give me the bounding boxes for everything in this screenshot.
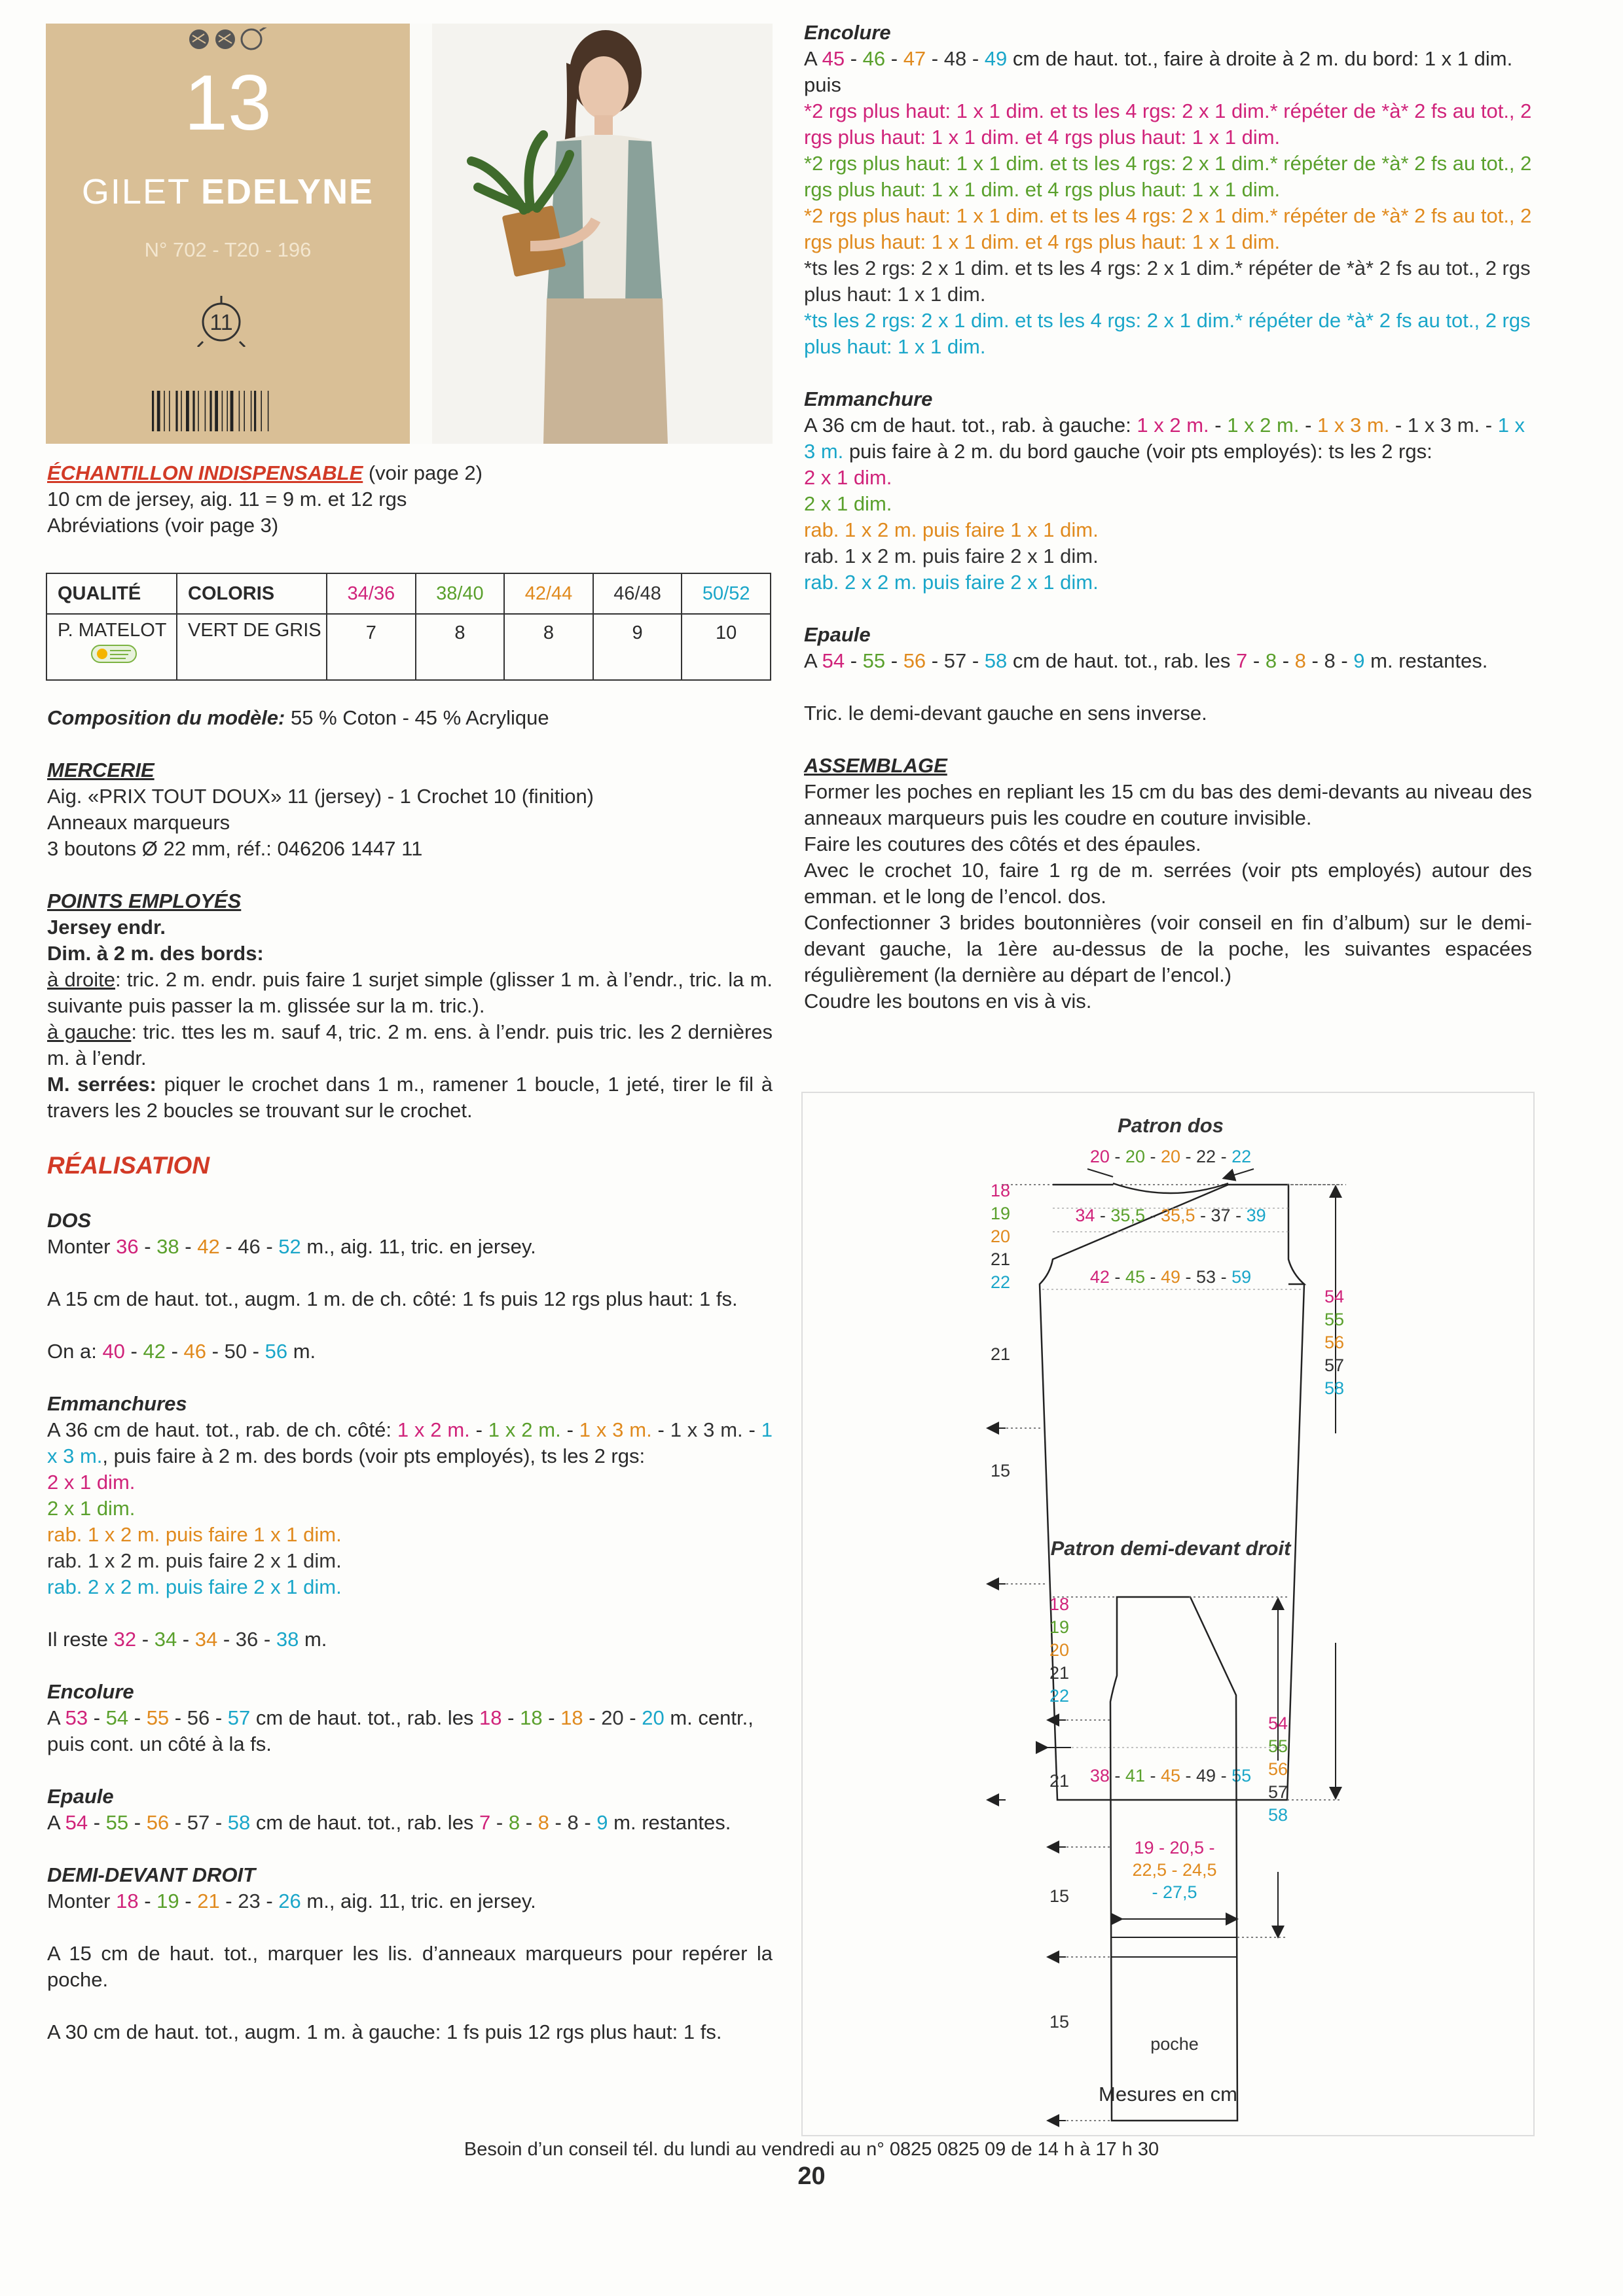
- size-value: 38: [156, 1235, 179, 1258]
- size-value: 18: [1049, 1594, 1070, 1614]
- text: m.: [299, 1628, 327, 1651]
- points-title: POINTS EMPLOYÉS: [47, 889, 242, 912]
- encolure-text: A 53 - 54 - 55 - 56 - 57 cm de haut. tot., rab. les 18 - 18 - 18 - 20 - 20 m. centr., puis cont. un côté à la fs.: [47, 1706, 754, 1755]
- devant-pocket-height: 15: [1049, 1886, 1070, 1906]
- size-value: 58: [227, 1811, 251, 1834]
- size-value: 22: [990, 1272, 1011, 1292]
- size-value: 55: [1324, 1310, 1345, 1329]
- table-cell-quality: [46, 614, 177, 680]
- size-value: 54: [1324, 1287, 1345, 1306]
- size-value: 20: [990, 1227, 1011, 1246]
- assemblage-step: Former les poches en repliant les 15 cm du bas des demi-devants au niveau des anneaux marqueurs puis les coudre en couture invisible.: [804, 780, 1532, 829]
- size-value: 8: [538, 1811, 549, 1834]
- size-line: *ts les 2 rgs: 2 x 1 dim. et ts les 4 rgs: 2 x 1 dim.* répéter de *à* 2 fs au tot., 2 rgs plus haut: 1 x 1 dim.: [804, 257, 1531, 306]
- table-header-cell: 46/48: [593, 573, 682, 614]
- size-value: 42: [143, 1340, 166, 1363]
- table-header-cell: 38/40: [416, 573, 505, 614]
- needle-size-label: 11: [210, 310, 233, 335]
- devant-epaule-section: [804, 622, 1532, 674]
- size-value: 8: [567, 1811, 579, 1834]
- composition: [47, 705, 773, 731]
- text: cm de haut. tot., faire à droite à 2 m. du bord: 1 x 1 dim. puis: [804, 47, 1513, 96]
- text: m. centr., puis cont. un côté à la fs.: [47, 1706, 754, 1755]
- gauche-label: à gauche: [47, 1020, 132, 1043]
- size-value: 19 - 20,5 -: [1134, 1838, 1215, 1857]
- size-value: 56: [903, 649, 926, 672]
- encolure-intro: A 45 - 46 - 47 - 48 - 49 cm de haut. tot., faire à droite à 2 m. du bord: 1 x 1 dim. puis: [804, 47, 1513, 96]
- size-value: 18: [990, 1181, 1011, 1200]
- size-value: 21: [1049, 1663, 1070, 1683]
- size-value: 45: [822, 47, 845, 70]
- dos-bottom-width: 38 - 41 - 45 - 49 - 55: [1089, 1766, 1252, 1785]
- size-value: 18: [116, 1890, 139, 1912]
- size-value: 20: [1160, 1147, 1181, 1166]
- size-value: 55: [862, 649, 886, 672]
- size-value: 56: [187, 1706, 210, 1729]
- dos-mid-height: 21: [990, 1344, 1011, 1364]
- size-value: 55: [1231, 1766, 1252, 1785]
- size-value: 21: [990, 1249, 1011, 1269]
- points-mailles-serrees: [47, 1071, 773, 1124]
- size-value: 26: [278, 1890, 301, 1912]
- size-value: 49: [984, 47, 1008, 70]
- echantillon-suffix: (voir page 2): [363, 461, 483, 484]
- ms-label: M. serrées:: [47, 1073, 156, 1096]
- yarn-balls-icon: [187, 27, 272, 51]
- size-value: 46: [238, 1235, 261, 1258]
- mercerie-section: [47, 757, 773, 862]
- text: puis faire à 2 m. du bord gauche (voir pts employés): ts les 2 rgs:: [843, 440, 1432, 463]
- table-row: [46, 614, 771, 680]
- assemblage-step: Coudre les boutons en vis à vis.: [804, 990, 1092, 1013]
- size-value: 54: [65, 1811, 88, 1834]
- size-line: rab. 2 x 2 m. puis faire 2 x 1 dim.: [804, 571, 1099, 594]
- size-line: *2 rgs plus haut: 1 x 1 dim. et ts les 4 rgs: 2 x 1 dim.* répéter de *à* 2 fs au tot., 2 rgs plus haut: 1 x 1 dim. et 4 rgs plus haut: 1 x 1 dim.: [804, 152, 1532, 201]
- size-value: 54: [822, 649, 845, 672]
- devant-width-line: [1134, 1838, 1214, 1857]
- assemblage-title: ASSEMBLAGE: [804, 754, 947, 777]
- size-value: 18: [520, 1706, 543, 1729]
- model-reference: N° 702 - T20 - 196: [144, 238, 312, 261]
- size-value: 42: [197, 1235, 220, 1258]
- size-value: 56: [1267, 1759, 1288, 1779]
- dos-epaule-section: [47, 1784, 773, 1836]
- size-value: 52: [278, 1235, 301, 1258]
- size-line: rab. 1 x 2 m. puis faire 1 x 1 dim.: [47, 1523, 342, 1546]
- left-column-body: [47, 705, 773, 2045]
- text: A 36 cm de haut. tot., rab. à gauche:: [804, 414, 1137, 437]
- points-jersey: Jersey endr.: [47, 916, 166, 939]
- size-value: 32: [113, 1628, 137, 1651]
- size-value: 1 x 2 m.: [1137, 414, 1209, 437]
- table-header-cell: 42/44: [504, 573, 593, 614]
- size-value: 47: [903, 47, 926, 70]
- size-value: 48: [943, 47, 967, 70]
- size-value: 41: [1125, 1766, 1145, 1785]
- size-line: *2 rgs plus haut: 1 x 1 dim. et ts les 4 rgs: 2 x 1 dim.* répéter de *à* 2 fs au tot., 2 rgs plus haut: 1 x 1 dim. et 4 rgs plus haut: 1 x 1 dim.: [804, 204, 1532, 253]
- table-cell: 8: [416, 614, 505, 680]
- barcode-icon: [151, 391, 301, 431]
- emmanchures-title: Emmanchures: [47, 1392, 187, 1415]
- realisation-title: RÉALISATION: [47, 1152, 210, 1179]
- left-column-top: [47, 460, 773, 539]
- size-value: 34: [194, 1628, 218, 1651]
- text: Monter: [47, 1235, 117, 1258]
- points-gauche: [47, 1019, 773, 1071]
- assemblage-step: Faire les coutures des côtés et des épaules.: [804, 833, 1201, 855]
- mercerie-line: Anneaux marqueurs: [47, 811, 230, 834]
- size-value: 53: [1196, 1267, 1216, 1287]
- size-value: 40: [102, 1340, 125, 1363]
- table-cell: 8: [504, 614, 593, 680]
- size-value: 58: [1324, 1378, 1345, 1398]
- size-value: 19: [1049, 1617, 1070, 1637]
- size-value: 49: [1196, 1766, 1216, 1785]
- size-value: 34: [1075, 1206, 1095, 1225]
- footer-note: Besoin d’un conseil tél. du lundi au vendredi au n° 0825 0825 09 de 14 h à 17 h 30: [464, 2139, 1159, 2160]
- text: m.: [287, 1340, 316, 1363]
- size-line: 2 x 1 dim.: [47, 1471, 136, 1494]
- text: m., aig. 11, tric. en jersey.: [301, 1890, 536, 1912]
- devant-diagram-title: Patron demi-devant droit: [1050, 1537, 1291, 1560]
- demi-monter: Monter 18 - 19 - 21 - 23 - 26 m., aig. 11, tric. en jersey.: [47, 1890, 536, 1912]
- text: On a:: [47, 1340, 103, 1363]
- size-value: 50: [224, 1340, 247, 1363]
- dos-title: DOS: [47, 1209, 92, 1232]
- text: m., aig. 11, tric. en jersey.: [301, 1235, 536, 1258]
- text: A: [47, 1706, 65, 1729]
- table-cell-color: VERT DE GRIS: [177, 614, 327, 680]
- size-value: 1 x 3 m.: [1317, 414, 1390, 437]
- size-value: 56: [146, 1811, 170, 1834]
- dos-section: [47, 1208, 773, 1365]
- size-value: 23: [238, 1890, 261, 1912]
- emmanchure-title: Emmanchure: [804, 387, 933, 410]
- size-value: 1 x 3 m.: [579, 1418, 652, 1441]
- size-value: 46: [183, 1340, 207, 1363]
- echantillon-title: ÉCHANTILLON INDISPENSABLE: [47, 461, 363, 484]
- size-value: 34: [154, 1628, 177, 1651]
- text: Il reste: [47, 1628, 114, 1651]
- size-value: 56: [264, 1340, 288, 1363]
- size-value: 1 x 3 m.: [1407, 414, 1480, 437]
- size-value: 49: [1160, 1267, 1181, 1287]
- sens-inverse-note: Tric. le demi-devant gauche en sens inverse.: [804, 702, 1207, 725]
- size-value: 57: [227, 1706, 251, 1729]
- page-number: 20: [797, 2162, 826, 2190]
- devant-emmanchure-section: [804, 386, 1532, 596]
- table-cell: 10: [682, 614, 771, 680]
- devant-mid-height: 21: [1049, 1771, 1070, 1791]
- text: A: [47, 1811, 65, 1834]
- mercerie-title: MERCERIE: [47, 759, 155, 781]
- size-value: 35,5: [1110, 1206, 1145, 1225]
- emmanchures-text: A 36 cm de haut. tot., rab. de ch. côté: 1 x 2 m. - 1 x 2 m. - 1 x 3 m. - 1 x 3 m. - 1 x 3 m., puis faire à 2 m. des bords (voir pts employés), ts les 2 rgs:: [47, 1418, 773, 1467]
- size-value: 1 x 3 m.: [670, 1418, 743, 1441]
- devant-pocket-fold-height: 15: [1049, 2012, 1070, 2032]
- size-value: - 27,5: [1152, 1882, 1197, 1902]
- size-value: 1 x 3 m.: [47, 1418, 773, 1467]
- size-line: *2 rgs plus haut: 1 x 1 dim. et ts les 4 rgs: 2 x 1 dim.* répéter de *à* 2 fs au tot., 2 rgs plus haut: 1 x 1 dim. et 4 rgs plus haut: 1 x 1 dim.: [804, 99, 1532, 149]
- eco-label-icon: [90, 641, 137, 665]
- size-value: 57: [1267, 1782, 1288, 1802]
- size-value: 8: [1324, 649, 1336, 672]
- droite-text: : tric. 2 m. endr. puis faire 1 surjet simple (glisser 1 m. à l’endr., tric. la m. suivante puis passer la m. glissée sur la m. tric.).: [47, 968, 773, 1017]
- table-cell: 7: [327, 614, 416, 680]
- right-column: [804, 20, 1532, 1014]
- size-value: 35,5: [1160, 1206, 1195, 1225]
- yarn-quantity-table: [46, 573, 771, 681]
- demi-augm: A 30 cm de haut. tot., augm. 1 m. à gauche: 1 fs puis 12 rgs plus haut: 1 fs.: [47, 2020, 722, 2043]
- epaule-title: Epaule: [804, 623, 871, 646]
- assemblage-step: Avec le crochet 10, faire 1 rg de m. serrées (voir pts employés) autour des emman. et le long de l’encol. dos.: [804, 859, 1532, 908]
- size-value: 45: [1125, 1267, 1145, 1287]
- emmanchures-reste: Il reste 32 - 34 - 34 - 36 - 38 m.: [47, 1628, 327, 1651]
- encolure-title: Encolure: [804, 21, 891, 44]
- points-droite: [47, 967, 773, 1019]
- size-line: rab. 1 x 2 m. puis faire 2 x 1 dim.: [804, 545, 1099, 567]
- size-value: 22: [1231, 1147, 1252, 1166]
- size-line: *ts les 2 rgs: 2 x 1 dim. et ts les 4 rgs: 2 x 1 dim.* répéter de *à* 2 fs au tot., 2 rgs plus haut: 1 x 1 dim.: [804, 309, 1531, 358]
- ms-text: piquer le crochet dans 1 m., ramener 1 boucle, 1 jeté, tirer le fil à travers les 2 boucles se trouvant sur le crochet.: [47, 1073, 773, 1122]
- dos-monter: Monter 36 - 38 - 42 - 46 - 52 m., aig. 11, tric. en jersey.: [47, 1235, 536, 1258]
- size-value: 8: [508, 1811, 520, 1834]
- size-value: 22,5 - 24,5: [1132, 1860, 1217, 1880]
- text: Monter: [47, 1890, 117, 1912]
- size-value: 57: [943, 649, 967, 672]
- size-value: 55: [1267, 1736, 1288, 1756]
- size-value: 57: [187, 1811, 210, 1834]
- dos-top-width: 20 - 20 - 20 - 22 - 22: [1089, 1147, 1252, 1166]
- model-name-bold: EDELYNE: [200, 172, 374, 211]
- size-value: 58: [984, 649, 1008, 672]
- size-line: rab. 2 x 2 m. puis faire 2 x 1 dim.: [47, 1575, 342, 1598]
- size-value: 55: [146, 1706, 170, 1729]
- echantillon-gauge: 10 cm de jersey, aig. 11 = 9 m. et 12 rgs: [47, 488, 407, 511]
- mercerie-line: Aig. «PRIX TOUT DOUX» 11 (jersey) - 1 Crochet 10 (finition): [47, 785, 594, 808]
- dos-shoulder-width: 34 - 35,5 - 35,5 - 37 - 39: [1075, 1206, 1266, 1225]
- devant-width-line: [1152, 1882, 1197, 1902]
- epaule-text: A 54 - 55 - 56 - 57 - 58 cm de haut. tot., rab. les 7 - 8 - 8 - 8 - 9 m. restantes.: [804, 649, 1488, 672]
- size-value: 20: [1049, 1640, 1070, 1660]
- size-value: 20: [601, 1706, 624, 1729]
- table-header-cell: COLORIS: [177, 573, 327, 614]
- echantillon-heading: [47, 460, 773, 486]
- size-value: 1 x 2 m.: [1227, 414, 1300, 437]
- needle-size-icon: [195, 295, 247, 347]
- model-photo: [432, 24, 773, 444]
- size-value: 20: [1089, 1147, 1110, 1166]
- size-line: rab. 1 x 2 m. puis faire 2 x 1 dim.: [47, 1549, 342, 1572]
- size-value: 54: [105, 1706, 129, 1729]
- size-value: 1 x 2 m.: [397, 1418, 470, 1441]
- size-value: 8: [1265, 649, 1277, 672]
- table-header-row: [46, 573, 771, 614]
- table-header-cell: QUALITÉ: [46, 573, 177, 614]
- points-dim: Dim. à 2 m. des bords:: [47, 942, 264, 965]
- size-value: 9: [596, 1811, 608, 1834]
- table-header-cell: 50/52: [682, 573, 771, 614]
- text: , puis faire à 2 m. des bords (voir pts employés), ts les 2 rgs:: [102, 1444, 646, 1467]
- size-value: 22: [1196, 1147, 1216, 1166]
- size-value: 8: [1294, 649, 1306, 672]
- gauche-text: : tric. ttes les m. sauf 4, tric. 2 m. ens. à l’endr. puis tric. les 2 dernières m. à l’endr.: [47, 1020, 773, 1069]
- composition-value: 55 % Coton - 45 % Acrylique: [285, 706, 549, 729]
- pattern-diagrams-svg: [803, 1093, 1533, 2135]
- size-value: 1 x 2 m.: [488, 1418, 561, 1441]
- size-line: 2 x 1 dim.: [804, 492, 892, 515]
- abbreviations-note: Abréviations (voir page 3): [47, 514, 279, 537]
- table-cell: 9: [593, 614, 682, 680]
- size-value: 21: [197, 1890, 220, 1912]
- size-value: 18: [479, 1706, 502, 1729]
- demi-devant-diagram: [1049, 1537, 1292, 2121]
- text: cm de haut. tot., rab. les: [250, 1811, 480, 1834]
- size-value: 20: [642, 1706, 665, 1729]
- size-value: 42: [1089, 1267, 1110, 1287]
- encolure-title: Encolure: [47, 1680, 134, 1703]
- size-value: 1 x 3 m.: [804, 414, 1525, 463]
- size-value: 45: [1160, 1766, 1181, 1785]
- points-section: [47, 888, 773, 1124]
- size-value: 18: [560, 1706, 583, 1729]
- poche-label: poche: [1150, 2034, 1199, 2054]
- size-value: 53: [65, 1706, 88, 1729]
- size-value: 46: [862, 47, 886, 70]
- dos-low-height: 15: [990, 1461, 1011, 1480]
- text: A 36 cm de haut. tot., rab. de ch. côté:: [47, 1418, 397, 1441]
- size-value: 7: [479, 1811, 491, 1834]
- text: m. restantes.: [1364, 649, 1488, 672]
- table-header-cell: 34/36: [327, 573, 416, 614]
- size-line: 2 x 1 dim.: [804, 466, 892, 489]
- assemblage-section: [804, 753, 1532, 1014]
- pattern-diagrams: [801, 1092, 1535, 2136]
- epaule-title: Epaule: [47, 1785, 114, 1808]
- dos-ona: On a: 40 - 42 - 46 - 50 - 56 m.: [47, 1340, 316, 1363]
- size-value: 55: [105, 1811, 129, 1834]
- size-value: 56: [1324, 1333, 1345, 1352]
- size-value: 7: [1236, 649, 1248, 672]
- assemblage-step: Confectionner 3 brides boutonnières (voir conseil en fin d’album) sur le demi-devant gauche, la 1ère au-dessus de la poche, les suivantes espacées régulièrement (la dernière au départ de l’encol.): [804, 911, 1532, 986]
- quality-value: P. MATELOT: [58, 620, 167, 641]
- model-number: 13: [184, 59, 272, 147]
- size-value: 36: [235, 1628, 259, 1651]
- dos-diagram-title: Patron dos: [1118, 1114, 1224, 1137]
- epaule-text: A 54 - 55 - 56 - 57 - 58 cm de haut. tot., rab. les 7 - 8 - 8 - 8 - 9 m. restantes.: [47, 1811, 731, 1834]
- size-value: 59: [1231, 1267, 1252, 1287]
- emmanchures-section: [47, 1391, 773, 1653]
- dos-augm: A 15 cm de haut. tot., augm. 1 m. de ch. côté: 1 fs puis 12 rgs plus haut: 1 fs.: [47, 1287, 738, 1310]
- text: cm de haut. tot., rab. les: [1007, 649, 1237, 672]
- model-name-light: GILET: [81, 172, 201, 211]
- size-value: 57: [1324, 1355, 1345, 1375]
- size-value: 19: [990, 1204, 1011, 1223]
- size-value: 36: [116, 1235, 139, 1258]
- size-value: 22: [1049, 1686, 1070, 1706]
- size-value: 19: [156, 1890, 179, 1912]
- demi-poche-marker: A 15 cm de haut. tot., marquer les lis. d’anneaux marqueurs pour repérer la poche.: [47, 1942, 773, 1991]
- measurement-unit-note: Mesures en cm: [1099, 2083, 1237, 2106]
- text: A: [804, 47, 822, 70]
- size-value: 20: [1125, 1147, 1145, 1166]
- demi-devant-title: DEMI-DEVANT DROIT: [47, 1863, 256, 1886]
- size-line: 2 x 1 dim.: [47, 1497, 136, 1520]
- demi-devant-section: [47, 1862, 773, 2045]
- size-value: 37: [1211, 1206, 1231, 1225]
- size-value: 54: [1267, 1713, 1288, 1733]
- text: m. restantes.: [608, 1811, 731, 1834]
- mercerie-line: 3 boutons Ø 22 mm, réf.: 046206 1447 11: [47, 837, 423, 860]
- size-line: rab. 1 x 2 m. puis faire 1 x 1 dim.: [804, 518, 1099, 541]
- emmanchure-text: A 36 cm de haut. tot., rab. à gauche: 1 x 2 m. - 1 x 2 m. - 1 x 3 m. - 1 x 3 m. - 1 x 3 m. puis faire à 2 m. du bord gauche (voir pts employés): ts les 2 rgs:: [804, 414, 1525, 463]
- text: cm de haut. tot., rab. les: [250, 1706, 480, 1729]
- size-value: 38: [276, 1628, 299, 1651]
- size-value: 39: [1246, 1206, 1266, 1225]
- dos-chest-width: 42 - 45 - 49 - 53 - 59: [1089, 1267, 1252, 1287]
- composition-label: Composition du modèle:: [47, 706, 285, 729]
- size-value: 38: [1089, 1766, 1110, 1785]
- droite-label: à droite: [47, 968, 115, 991]
- devant-width-line: [1132, 1860, 1216, 1880]
- dos-encolure-section: [47, 1679, 773, 1757]
- dos-diagram: [991, 1114, 1346, 1800]
- size-value: 9: [1353, 649, 1365, 672]
- model-name: [46, 171, 410, 212]
- devant-encolure-section: [804, 20, 1532, 360]
- text: A: [804, 649, 822, 672]
- size-value: 58: [1267, 1805, 1288, 1825]
